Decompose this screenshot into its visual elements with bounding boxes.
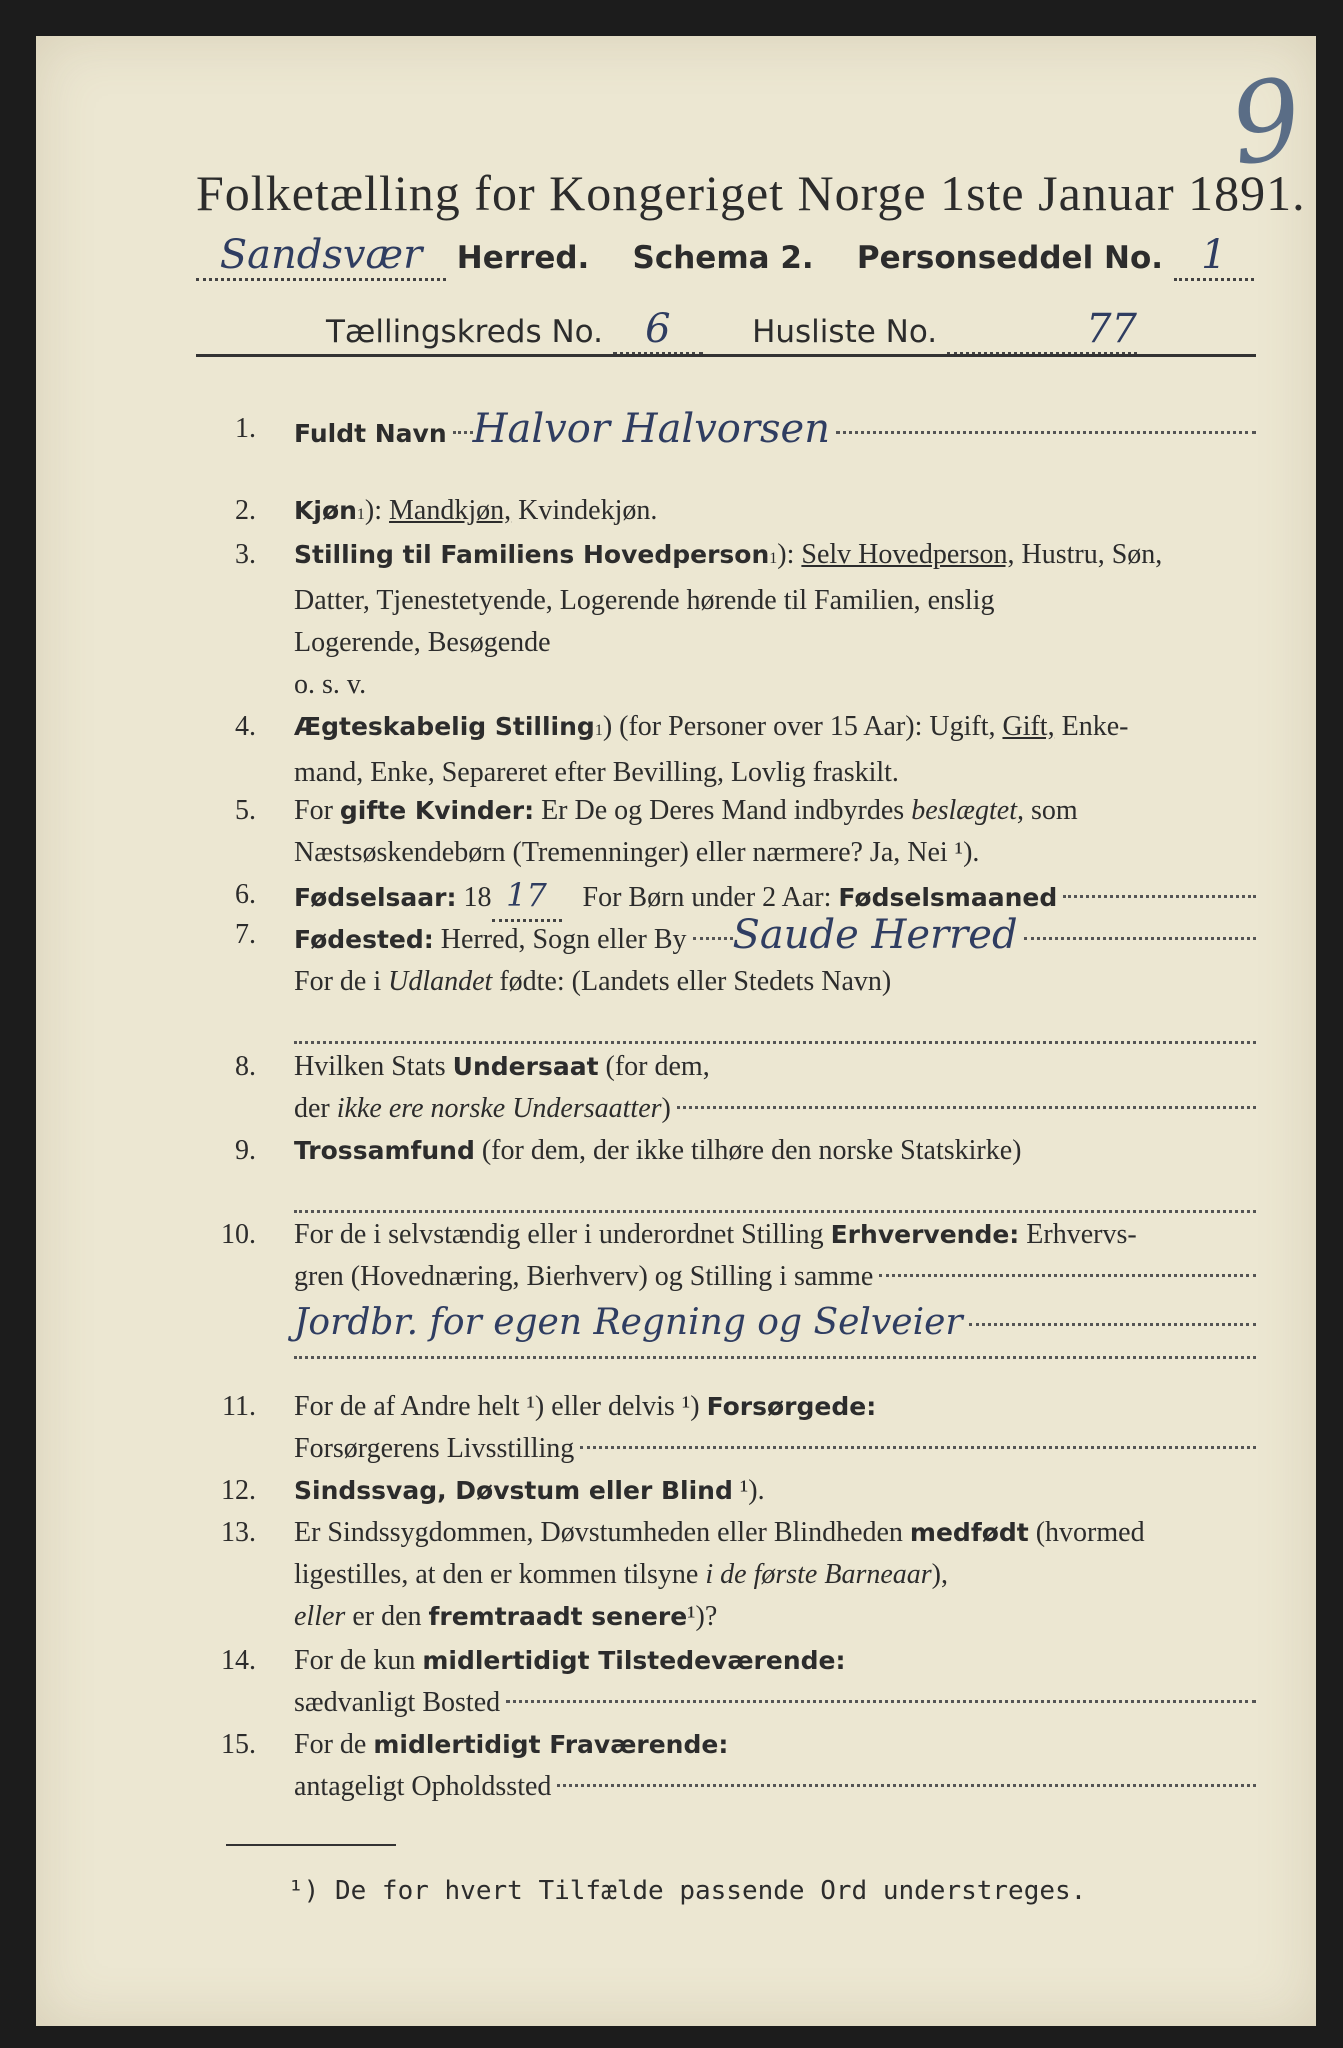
temporary-present-text-b: sædvanligt Bosted	[294, 1687, 501, 1718]
item-number: 3.	[235, 539, 256, 570]
herred-label: Herred.	[456, 240, 590, 276]
family-position-colon: ):	[777, 539, 795, 570]
birth-year-prefix: 18	[463, 882, 492, 913]
sex-label: Kjøn	[294, 496, 357, 525]
later-onset-label: fremtraadt senere	[428, 1602, 688, 1631]
sex-option-male: Mandkjøn,	[389, 495, 512, 526]
temporary-absent-text-a: For de	[294, 1729, 367, 1760]
married-women-text-b: Er De og Deres Mand indbyrdes	[541, 795, 905, 826]
form-title: Folketælling for Kongeriget Norge 1ste Januar 1891.	[196, 165, 1306, 221]
footnote-ref: 1	[769, 550, 778, 567]
occupation-text-c: gren (Hovednæring, Bierhverv) og Stilling i samme	[294, 1261, 874, 1292]
occupation-text-a: For de i selvstændig eller i underordnet Stilling	[294, 1219, 824, 1250]
supported-text-a: For de af Andre helt ¹) eller delvis ¹)	[294, 1391, 700, 1422]
congenital-text-e: er den	[352, 1601, 422, 1632]
footnote-ref: 1	[356, 506, 365, 523]
temporary-absent-text-b: antageligt Opholdssted	[294, 1771, 552, 1802]
congenital-label: medfødt	[909, 1518, 1029, 1547]
item-number: 8.	[235, 1051, 256, 1082]
kreds-label: Tællingskreds No.	[326, 314, 603, 350]
married-women-text-a: For	[294, 795, 333, 826]
header-divider	[196, 354, 1256, 357]
abroad-text-a: For de i	[294, 966, 382, 997]
occupation-blank-line	[294, 1344, 1256, 1359]
married-women-label: gifte Kvinder:	[339, 796, 535, 825]
birthplace-text: Herred, Sogn eller By	[440, 924, 687, 955]
temporary-present-text-a: For de kun	[294, 1645, 416, 1676]
schema-label: Schema 2.	[632, 240, 814, 276]
personseddel-value: 1	[1201, 232, 1227, 278]
family-position-options-d: o. s. v.	[294, 669, 367, 700]
birth-month-text: For Børn under 2 Aar:	[582, 882, 832, 913]
married-women-text-c: som	[1030, 795, 1078, 826]
congenital-italic: i de første Barneaar	[705, 1559, 932, 1590]
occupation-value: Jordbr. for egen Regning og Selveier	[294, 1302, 963, 1343]
item-number: 5.	[235, 795, 256, 826]
birthplace-value: Saude Herred	[732, 912, 1018, 958]
married-women-text-d: Næstsøskendebørn (Tremenninger) eller nærmere? Ja, Nei ¹).	[294, 837, 980, 868]
citizenship-text-b: (for dem,	[605, 1051, 710, 1082]
item-number: 14.	[221, 1645, 256, 1676]
corner-page-mark: 9	[1222, 53, 1310, 191]
footnote: ¹) De for hvert Tilfælde passende Ord understreges.	[288, 1876, 1087, 1906]
marital-status-label: Ægteskabelig Stilling	[294, 712, 595, 741]
footnote-divider	[226, 1844, 396, 1846]
item-number: 15.	[221, 1729, 256, 1760]
disability-label: Sindssvag, Døvstum eller Blind	[294, 1476, 733, 1505]
citizenship-text-a: Hvilken Stats	[294, 1051, 446, 1082]
citizenship-text-d: )	[661, 1093, 671, 1124]
full-name-label: Fuldt Navn	[294, 419, 447, 448]
family-position-label: Stilling til Familiens Hovedperson	[294, 540, 770, 569]
marital-status-selected: Gift,	[1002, 711, 1055, 742]
congenital-italic-2: eller	[294, 1601, 346, 1632]
temporary-absent-label: midlertidigt Fraværende:	[373, 1730, 729, 1759]
religion-blank-line	[294, 1172, 1256, 1213]
disability-footnote: ¹).	[739, 1475, 765, 1506]
item-number: 10.	[221, 1219, 256, 1250]
birth-month-label: Fødselsmaaned	[838, 883, 1058, 912]
footnote-ref: 1	[594, 722, 603, 739]
kreds-value: 6	[645, 306, 671, 352]
item-number: 11.	[222, 1391, 256, 1422]
item-number: 2.	[235, 495, 256, 526]
sex-option-female: Kvindekjøn.	[518, 495, 658, 526]
congenital-text-d: ),	[931, 1559, 948, 1590]
full-name-value: Halvor Halvorsen	[472, 406, 830, 452]
marital-status-text-b: Enke-	[1061, 711, 1129, 742]
congenital-text-a: Er Sindssygdommen, Døvstumheden eller Blindheden	[294, 1517, 903, 1548]
religion-label: Trossamfund	[294, 1136, 475, 1165]
family-position-selected: Selv Hovedperson,	[801, 539, 1015, 570]
occupation-label: Erhvervende:	[830, 1220, 1020, 1249]
religion-text: (for dem, der ikke tilhøre den norske Statskirke)	[481, 1135, 1022, 1166]
header-row-1	[196, 232, 1254, 281]
header-row-2	[326, 306, 1137, 355]
citizenship-label: Undersaat	[452, 1052, 599, 1081]
abroad-italic: Udlandet	[388, 966, 493, 997]
abroad-text-b: fødte: (Landets eller Stedets Navn)	[499, 966, 892, 997]
supported-label: Forsørgede:	[706, 1392, 877, 1421]
item-number: 4.	[235, 711, 256, 742]
family-position-options-c: Logerende, Besøgende	[294, 627, 551, 658]
item-number: 9.	[235, 1135, 256, 1166]
citizenship-italic: ikke ere norske Undersaatter	[336, 1093, 662, 1124]
marital-status-text-c: mand, Enke, Separeret efter Bevilling, Lovlig fraskilt.	[294, 757, 899, 788]
married-women-italic: beslægtet,	[911, 795, 1024, 826]
item-number: 12.	[221, 1475, 256, 1506]
abroad-blank-line	[294, 1003, 1256, 1044]
item-number: 6.	[235, 879, 256, 910]
birth-year-value: 17	[506, 876, 547, 914]
husliste-value: 77	[1086, 306, 1137, 352]
herred-value: Sandsvær	[219, 232, 423, 278]
occupation-text-b: Erhvervs-	[1026, 1219, 1137, 1250]
citizenship-text-c: der	[294, 1093, 330, 1124]
birth-year-label: Fødselsaar:	[294, 883, 457, 912]
item-number: 1.	[235, 413, 256, 444]
temporary-present-label: midlertidigt Tilstedeværende:	[422, 1646, 846, 1675]
husliste-label: Husliste No.	[752, 314, 938, 350]
personseddel-label: Personseddel No.	[856, 240, 1164, 276]
family-position-options-a: Hustru, Søn,	[1021, 539, 1163, 570]
birthplace-label: Fødested:	[294, 925, 434, 954]
sex-colon: ):	[364, 495, 383, 526]
congenital-text-c: ligestilles, at den er kommen tilsyne	[294, 1559, 699, 1590]
family-position-options-b: Datter, Tjenestetyende, Logerende hørende til Familien, enslig	[294, 585, 995, 616]
congenital-text-f: ¹)?	[687, 1601, 718, 1632]
census-form	[36, 36, 1316, 2026]
item-number: 7.	[235, 919, 256, 950]
item-number: 13.	[221, 1517, 256, 1548]
supported-text-b: Forsørgerens Livsstilling	[294, 1433, 575, 1464]
marital-status-text-a: ) (for Personer over 15 Aar): Ugift,	[602, 711, 996, 742]
congenital-text-b: (hvormed	[1035, 1517, 1145, 1548]
